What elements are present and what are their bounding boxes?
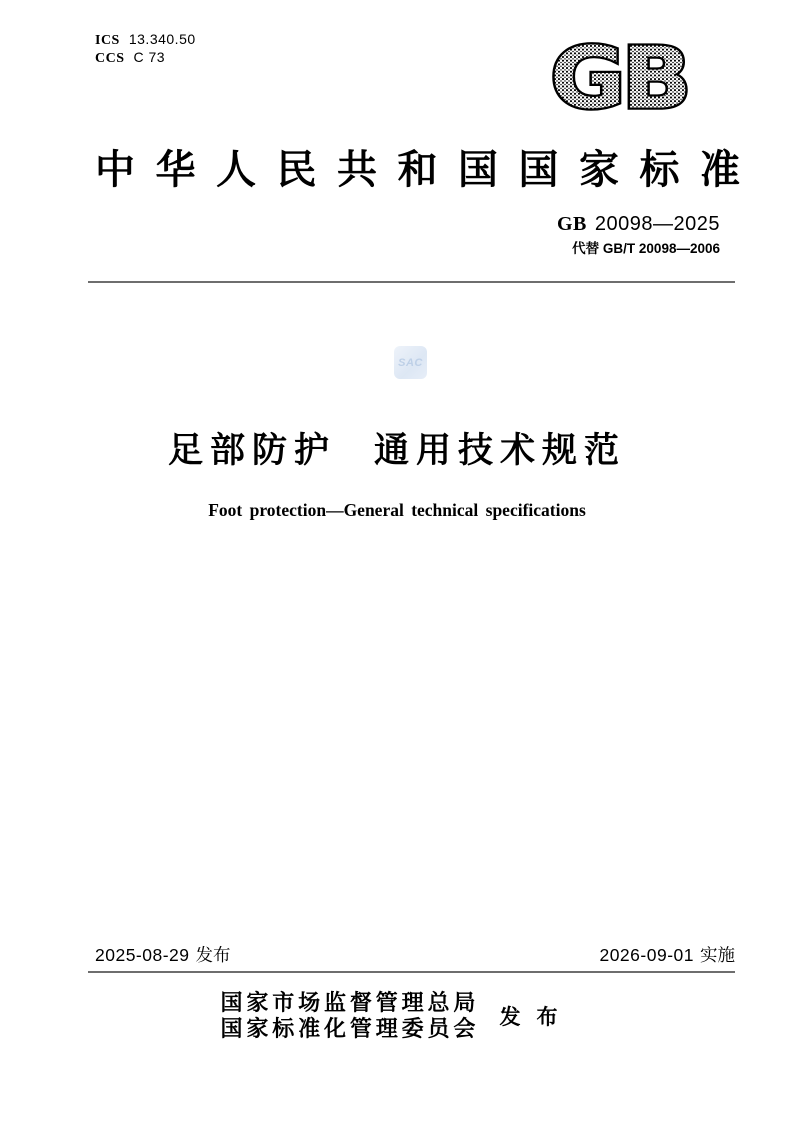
implement-date: 2026-09-01 bbox=[599, 945, 694, 965]
char: 监 bbox=[324, 990, 347, 1015]
national-standard-heading bbox=[95, 147, 740, 193]
char: 准 bbox=[700, 147, 740, 192]
issuing-organizations bbox=[0, 990, 794, 1042]
sac-watermark bbox=[394, 346, 427, 379]
char: 人 bbox=[216, 147, 256, 192]
standard-code bbox=[557, 212, 720, 236]
date-row bbox=[95, 944, 735, 966]
ics-value: 13.340.50 bbox=[128, 31, 196, 47]
char: 化 bbox=[324, 1016, 347, 1041]
char: 国 bbox=[458, 147, 498, 192]
char: 管 bbox=[349, 1016, 372, 1041]
char: 共 bbox=[337, 147, 377, 192]
char: 标 bbox=[639, 147, 680, 192]
ics-label: ICS bbox=[95, 33, 120, 48]
issue-date: 2025-08-29 bbox=[95, 945, 190, 965]
char: 准 bbox=[298, 1016, 321, 1041]
publish-label: 发布 bbox=[499, 1006, 574, 1029]
char: 理 bbox=[401, 990, 424, 1015]
char: 管 bbox=[375, 990, 398, 1015]
replaces-note: 代替 GB/T 20098—2006 bbox=[572, 241, 720, 256]
char: 家 bbox=[579, 147, 619, 192]
char: 局 bbox=[453, 990, 476, 1015]
organization-line-2 bbox=[221, 1016, 476, 1042]
document-title bbox=[0, 431, 794, 471]
char: 家 bbox=[246, 990, 269, 1015]
standard-number-block bbox=[557, 212, 720, 257]
top-divider-line bbox=[88, 281, 735, 283]
char: 民 bbox=[276, 147, 317, 192]
ccs-value: C 73 bbox=[133, 49, 166, 65]
document-title-part1: 足部防护 bbox=[167, 431, 336, 470]
char: 员 bbox=[427, 1016, 450, 1041]
ccs-code-line bbox=[95, 49, 196, 67]
char: 国 bbox=[220, 1016, 243, 1041]
organization-line-1 bbox=[221, 990, 476, 1016]
implement-label: 实施 bbox=[700, 945, 735, 965]
char: 和 bbox=[397, 147, 438, 192]
char: 中 bbox=[95, 147, 135, 192]
char: 督 bbox=[349, 990, 372, 1015]
ccs-label: CCS bbox=[95, 51, 125, 66]
issue-label: 发布 bbox=[195, 945, 231, 965]
char: 华 bbox=[155, 147, 196, 192]
char: 市 bbox=[272, 990, 295, 1015]
char: 国 bbox=[220, 990, 243, 1015]
char: 标 bbox=[272, 1016, 295, 1041]
char: 总 bbox=[427, 990, 450, 1015]
bottom-divider-line bbox=[88, 971, 735, 973]
ics-code-line bbox=[95, 31, 196, 49]
standard-code-number: 20098—2025 bbox=[594, 213, 720, 235]
gb-logo-text: GB bbox=[550, 34, 688, 118]
char: 场 bbox=[298, 990, 321, 1015]
char: 家 bbox=[246, 1016, 269, 1041]
gb-logo-graphic bbox=[538, 34, 700, 118]
sac-watermark-text: SAC bbox=[398, 356, 423, 369]
standard-code-prefix: GB bbox=[556, 213, 587, 235]
char: 委 bbox=[401, 1016, 424, 1041]
document-title-part2: 通用技术规范 bbox=[374, 431, 627, 470]
issue-date-line bbox=[95, 944, 231, 966]
char: 理 bbox=[375, 1016, 398, 1041]
implement-date-line bbox=[599, 944, 735, 966]
organization-names bbox=[221, 990, 476, 1042]
gb-logo bbox=[538, 34, 700, 118]
document-subtitle-english: Foot protection—General technical specifications bbox=[208, 500, 586, 520]
char: 会 bbox=[453, 1016, 476, 1041]
classification-codes bbox=[95, 31, 196, 67]
char: 国 bbox=[518, 147, 559, 192]
